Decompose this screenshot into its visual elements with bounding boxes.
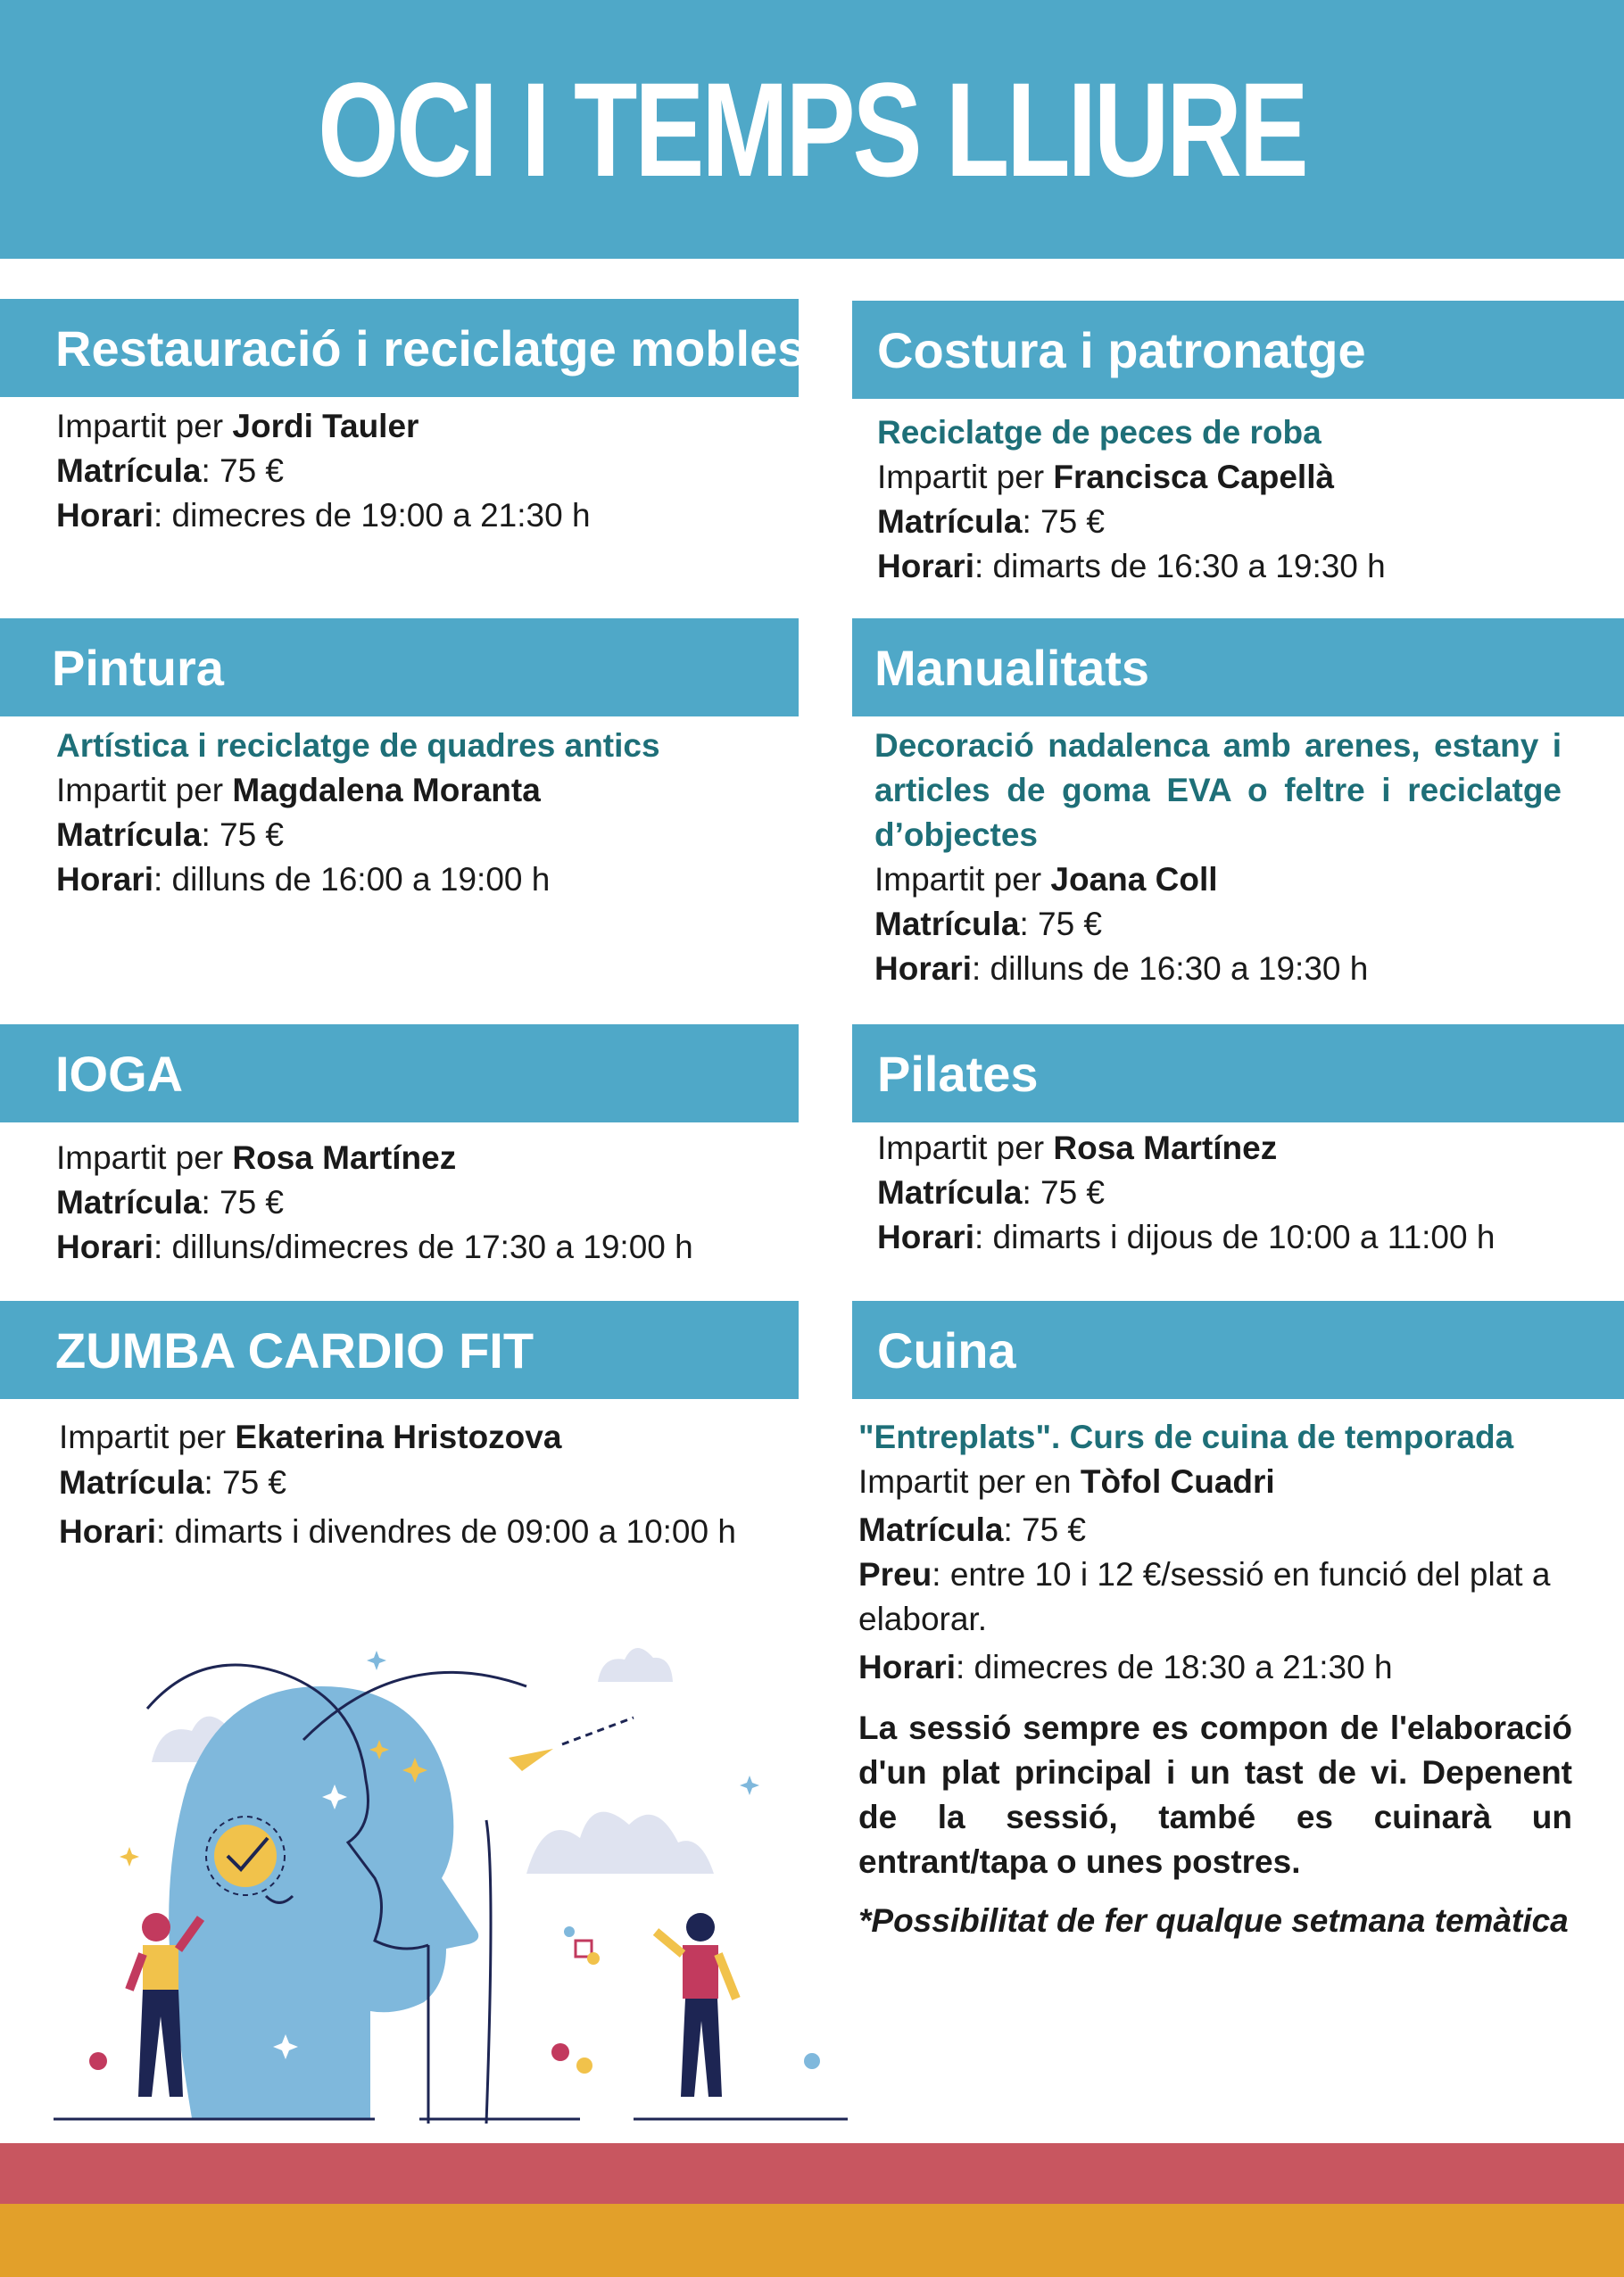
heading-pilates: Pilates	[877, 1045, 1039, 1102]
heading-cuina: Cuina	[877, 1321, 1016, 1379]
header-pilates	[852, 1024, 1624, 1122]
course-costura: Reciclatge de peces de roba Impartit per Francisca Capellà Matrícula: 75 € Horari: dimarts de 16:30 a 19:30 h	[877, 410, 1386, 589]
subtitle-manualitats: Decoració nadalenca amb arenes, estany i articles de goma EVA o feltre i reciclatge d’objectes	[874, 727, 1562, 853]
subtitle-pintura: Artística i reciclatge de quadres antics	[56, 727, 660, 764]
title-banner	[0, 0, 1624, 259]
subtitle-costura: Reciclatge de peces de roba	[877, 414, 1322, 451]
person-head-thinking-illustration	[45, 1633, 866, 2132]
heading-manualitats: Manualitats	[874, 639, 1150, 696]
course-zumba: Impartit per Ekaterina Hristozova Matrícula: 75 € Horari: dimarts i divendres de 09:00 a 10:00 h	[59, 1419, 736, 1550]
footer-stripe-red	[0, 2143, 1624, 2204]
heading-pintura: Pintura	[52, 639, 224, 696]
header-cuina	[852, 1301, 1624, 1399]
heading-ioga: IOGA	[55, 1045, 184, 1102]
header-restauracio	[0, 299, 806, 397]
heading-costura: Costura i patronatge	[877, 321, 1366, 378]
header-pintura	[0, 618, 799, 716]
cuina-footnote: *Possibilitat de fer qualque setmana temàtica	[858, 1902, 1569, 1939]
course-restauracio: Impartit per Jordi Tauler Matrícula: 75 € Horari: dimecres de 19:00 a 21:30 h	[56, 408, 591, 534]
heading-zumba: ZUMBA CARDIO FIT	[55, 1321, 534, 1379]
footer-stripe-gold	[0, 2204, 1624, 2277]
subtitle-cuina: "Entreplats". Curs de cuina de temporada	[858, 1419, 1514, 1455]
header-ioga	[0, 1024, 799, 1122]
course-pintura: Artística i reciclatge de quadres antics Impartit per Magdalena Moranta Matrícula: 75 € Horari: dilluns de 16:00 a 19:00 h	[56, 724, 660, 902]
heading-restauracio: Restauració i reciclatge mobles	[55, 319, 806, 377]
course-ioga: Impartit per Rosa Martínez Matrícula: 75 € Horari: dilluns/dimecres de 17:30 a 19:00 h	[56, 1139, 693, 1265]
cuina-note: La sessió sempre es compon de l'elaboració d'un plat principal i un tast de vi. Depenent de la sessió, també es cuinarà un entrant/tapa o unes postres.	[858, 1710, 1572, 1880]
header-manualitats	[852, 618, 1624, 716]
course-cuina: "Entreplats". Curs de cuina de temporada Impartit per en Tòfol Cuadri Matrícula: 75 € Preu: entre 10 i 12 €/sessió en funció del plat a elaborar. Horari: dimecres de 18:30 a 21:30 h La sessió sempre es compon de l'elaboració d'un plat principal i un tast de vi. Depenent de la sessió, també es cuinarà un entrant/tapa o unes postres. *Possibilitat de fer qualque setmana temàtica	[858, 1415, 1572, 1943]
course-pilates: Impartit per Rosa Martínez Matrícula: 75 € Horari: dimarts i dijous de 10:00 a 11:00 h	[877, 1130, 1496, 1255]
page-title: OCI I TEMPS LLIURE	[318, 54, 1306, 204]
course-manualitats: Decoració nadalenca amb arenes, estany i articles de goma EVA o feltre i reciclatge d’objectes Impartit per Joana Coll Matrícula: 75 € Horari: dilluns de 16:30 a 19:30 h	[874, 724, 1562, 991]
header-zumba	[0, 1301, 799, 1399]
header-costura	[852, 301, 1624, 399]
